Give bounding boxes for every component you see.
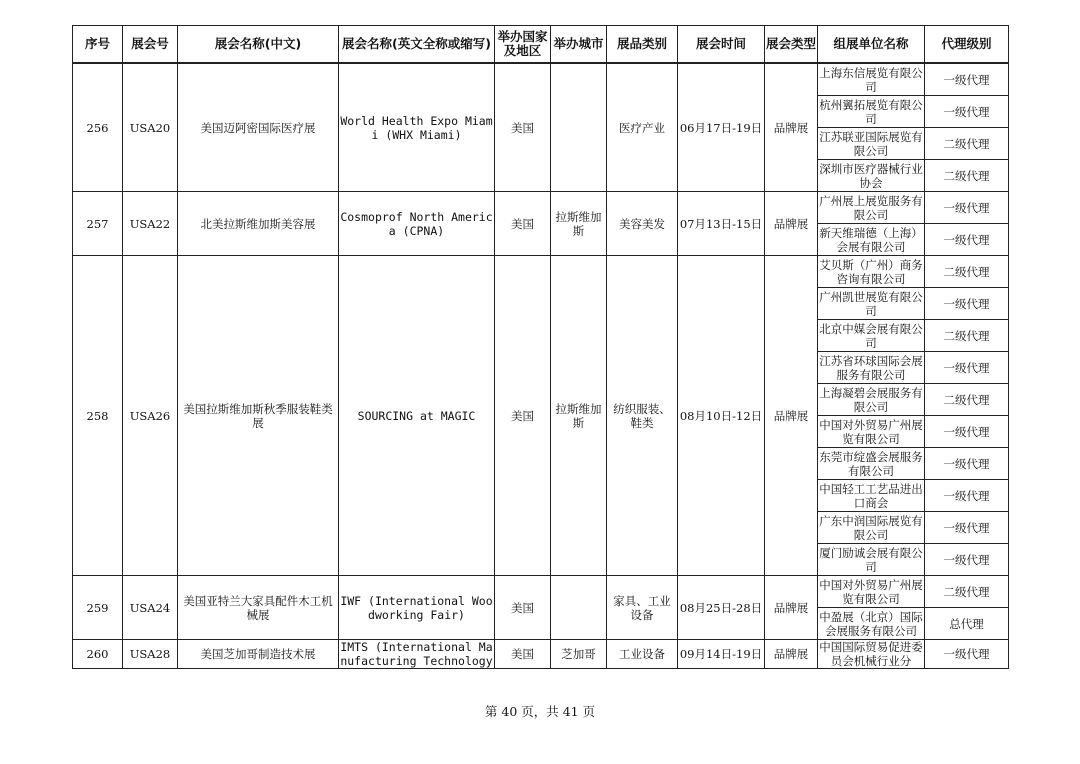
cell-code: USA22 [123, 192, 178, 256]
exhibition-table [72, 25, 1009, 669]
cell-level: 一级代理 [925, 192, 1009, 224]
cell-type: 品牌展 [765, 256, 818, 576]
table-row [73, 256, 1009, 288]
table-row [73, 640, 1009, 669]
cell-level: 一级代理 [925, 416, 1009, 448]
header-date: 展会时间 [678, 26, 765, 64]
cell-organizer: 江苏省环球国际会展服务有限公司 [819, 353, 923, 382]
cell-type: 品牌展 [765, 63, 818, 192]
cell-type: 品牌展 [765, 640, 818, 669]
cell-organizer: 艾贝斯（广州）商务咨询有限公司 [819, 257, 923, 286]
cell-organizer: 杭州翼拓展览有限公司 [819, 97, 923, 126]
header-organizer: 组展单位名称 [818, 26, 925, 64]
table-row [73, 192, 1009, 224]
cell-category: 医疗产业 [607, 63, 678, 192]
cell-type: 品牌展 [765, 576, 818, 640]
cell-organizer: 中国国际贸易促进委员会机械行业分 [819, 640, 923, 668]
cell-country: 美国 [495, 256, 551, 576]
cell-city: 芝加哥 [551, 640, 607, 669]
cell-type: 品牌展 [765, 192, 818, 256]
cell-no: 256 [73, 63, 123, 192]
cell-name-en: SOURCING at MAGIC [339, 256, 495, 576]
cell-city [551, 63, 607, 192]
cell-date: 07月13日-15日 [678, 192, 765, 256]
cell-city: 拉斯维加斯 [551, 192, 607, 256]
cell-level: 一级代理 [925, 480, 1009, 512]
table-body [73, 63, 1009, 669]
header-name-cn: 展会名称(中文) [178, 26, 339, 64]
cell-level: 二级代理 [925, 160, 1009, 192]
cell-category: 美容美发 [607, 192, 678, 256]
cell-name-en: Cosmoprof North America (CPNA) [339, 192, 495, 256]
cell-category: 工业设备 [607, 640, 678, 669]
cell-category: 家具、工业设备 [607, 576, 678, 640]
cell-name-cn: 美国迈阿密国际医疗展 [178, 63, 339, 192]
cell-no: 257 [73, 192, 123, 256]
cell-organizer: 深圳市医疗器械行业协会 [819, 161, 923, 190]
cell-level: 一级代理 [925, 63, 1009, 96]
cell-level: 一级代理 [925, 352, 1009, 384]
cell-date: 08月10日-12日 [678, 256, 765, 576]
cell-organizer: 厦门励诚会展有限公司 [819, 545, 923, 574]
cell-name-en: IWF (International Woodworking Fair) [339, 576, 495, 640]
cell-category: 纺织服装、鞋类 [607, 256, 678, 576]
cell-no: 260 [73, 640, 123, 669]
cell-level: 一级代理 [925, 512, 1009, 544]
table-row [73, 576, 1009, 608]
header-row [73, 26, 1009, 64]
cell-city: 拉斯维加斯 [551, 256, 607, 576]
cell-organizer: 江苏联亚国际展览有限公司 [819, 129, 923, 158]
cell-organizer: 中国轻工工艺品进出口商会 [819, 481, 923, 510]
header-type: 展会类型 [765, 26, 818, 64]
cell-level: 一级代理 [925, 96, 1009, 128]
cell-organizer: 广州凯世展览有限公司 [819, 289, 923, 318]
cell-level: 一级代理 [925, 544, 1009, 576]
cell-name-cn: 美国亚特兰大家具配件木工机械展 [178, 576, 339, 640]
cell-date: 08月25日-28日 [678, 576, 765, 640]
cell-code: USA28 [123, 640, 178, 669]
page-footer: 第 40 页，共 41 页 [484, 704, 596, 719]
cell-date: 09月14日-19日 [678, 640, 765, 669]
cell-name-en: IMTS (International Manufacturing Technology [340, 640, 493, 668]
cell-organizer: 新天维瑞德（上海）会展有限公司 [819, 225, 923, 254]
cell-organizer: 中国对外贸易广州展览有限公司 [819, 417, 923, 446]
cell-level: 一级代理 [925, 640, 1009, 669]
cell-level: 二级代理 [925, 384, 1009, 416]
cell-country: 美国 [495, 63, 551, 192]
cell-code: USA20 [123, 63, 178, 192]
cell-code: USA24 [123, 576, 178, 640]
cell-city [551, 576, 607, 640]
cell-no: 259 [73, 576, 123, 640]
cell-level: 二级代理 [925, 128, 1009, 160]
cell-level: 二级代理 [925, 256, 1009, 288]
cell-name-cn: 北美拉斯维加斯美容展 [178, 192, 339, 256]
cell-code: USA26 [123, 256, 178, 576]
exhibition-table-page [72, 25, 1008, 669]
cell-level: 二级代理 [925, 320, 1009, 352]
cell-name-cn: 美国芝加哥制造技术展 [178, 640, 339, 669]
cell-organizer: 东莞市绽盛会展服务有限公司 [819, 449, 923, 478]
cell-country: 美国 [495, 192, 551, 256]
cell-level: 一级代理 [925, 288, 1009, 320]
cell-level: 一级代理 [925, 224, 1009, 256]
header-no: 序号 [73, 26, 123, 64]
header-name-en: 展会名称(英文全称或缩写) [339, 26, 495, 64]
header-city: 举办城市 [551, 26, 607, 64]
cell-organizer: 中国对外贸易广州展览有限公司 [819, 577, 923, 606]
header-code: 展会号 [123, 26, 178, 64]
cell-organizer: 广东中润国际展览有限公司 [819, 513, 923, 542]
cell-organizer: 广州展上展览服务有限公司 [819, 193, 923, 222]
cell-country: 美国 [495, 576, 551, 640]
cell-date: 06月17日-19日 [678, 63, 765, 192]
header-level: 代理级别 [925, 26, 1009, 64]
cell-level: 总代理 [925, 608, 1009, 640]
cell-organizer: 上海东信展览有限公司 [818, 63, 925, 96]
table-row [73, 63, 1009, 96]
cell-organizer: 上海凝碧会展服务有限公司 [819, 385, 923, 414]
cell-level: 二级代理 [925, 576, 1009, 608]
header-country: 举办国家及地区 [495, 26, 551, 64]
cell-name-cn: 美国拉斯维加斯秋季服装鞋类展 [178, 256, 339, 576]
cell-organizer: 北京中媒会展有限公司 [819, 321, 923, 350]
cell-organizer: 中盈展（北京）国际会展服务有限公司 [819, 609, 923, 638]
header-category: 展品类别 [607, 26, 678, 64]
cell-no: 258 [73, 256, 123, 576]
cell-level: 一级代理 [925, 448, 1009, 480]
cell-country: 美国 [495, 640, 551, 669]
cell-name-en: World Health Expo Miami (WHX Miami) [339, 63, 495, 192]
